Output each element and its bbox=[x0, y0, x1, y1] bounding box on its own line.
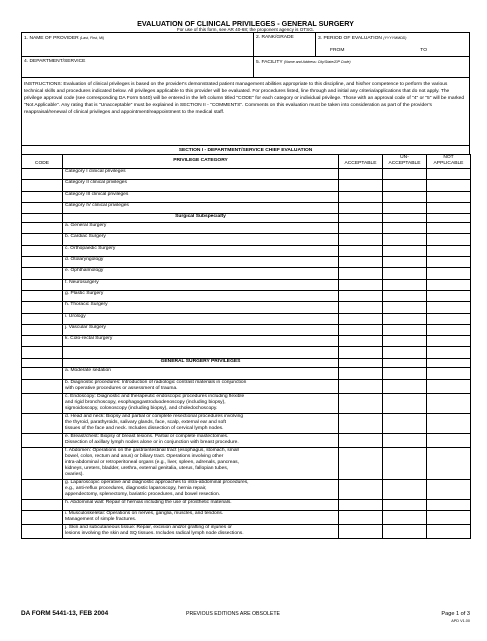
subspecialty-row bbox=[22, 279, 471, 290]
unacceptable-checkbox[interactable] bbox=[383, 368, 427, 379]
rank-grade-label: 2. RANK/GRADE bbox=[256, 35, 294, 40]
col-acceptable-header: ACCEPTABLE bbox=[339, 155, 383, 169]
code-cell[interactable] bbox=[22, 257, 63, 268]
privilege-text: Category III clinical privileges bbox=[65, 191, 129, 197]
privilege-cell bbox=[63, 525, 339, 539]
unacceptable-checkbox[interactable] bbox=[383, 336, 427, 347]
unacceptable-checkbox bbox=[383, 347, 427, 359]
code-cell[interactable] bbox=[22, 245, 63, 256]
code-cell[interactable] bbox=[22, 525, 63, 539]
privilege-cell bbox=[63, 214, 339, 223]
not-applicable-checkbox[interactable] bbox=[427, 511, 471, 525]
privilege-text: f. Neurosurgery bbox=[65, 279, 99, 285]
unacceptable-checkbox[interactable] bbox=[383, 223, 427, 234]
code-cell[interactable] bbox=[22, 268, 63, 279]
rank-grade-field[interactable] bbox=[254, 33, 316, 57]
privilege-text: i. Musculoskeletal: Operations on nerves, ganglia, muscles, and tendons. bbox=[65, 511, 224, 517]
privilege-text: d. Head and neck: Biopsy and partial or complete resectional procedures involving bbox=[65, 413, 244, 419]
code-cell[interactable] bbox=[22, 202, 63, 213]
privilege-cell bbox=[63, 169, 339, 180]
form-subtitle: For use of this form, see AR 40-68; the proponent agency is OTSG. bbox=[176, 27, 315, 32]
unacceptable-checkbox[interactable] bbox=[383, 511, 427, 525]
unacceptable-checkbox[interactable] bbox=[383, 290, 427, 301]
privilege-text: Category I clinical privileges bbox=[65, 169, 126, 174]
privilege-cell bbox=[63, 379, 339, 393]
subspecialty-row bbox=[22, 223, 471, 234]
privilege-row bbox=[22, 379, 471, 393]
not-applicable-checkbox[interactable] bbox=[427, 413, 471, 433]
not-applicable-checkbox[interactable] bbox=[427, 447, 471, 479]
privilege-cell bbox=[63, 302, 339, 313]
code-cell[interactable] bbox=[22, 379, 63, 393]
privilege-cell bbox=[63, 368, 339, 379]
privilege-text: f. Abdomen: Operations on the gastrointestinal tract (esophagus, stomach, small bbox=[65, 447, 239, 453]
not-applicable-checkbox bbox=[427, 359, 471, 368]
privilege-text: Dissection of axillary lymph nodes alone or in conjunction with breast procedure. bbox=[65, 439, 239, 445]
privilege-text: b. Cardiac Surgery bbox=[65, 234, 106, 240]
not-applicable-checkbox[interactable] bbox=[427, 223, 471, 234]
code-cell[interactable] bbox=[22, 413, 63, 433]
category-row bbox=[22, 202, 471, 213]
unacceptable-checkbox[interactable] bbox=[383, 324, 427, 335]
acceptable-checkbox[interactable] bbox=[339, 245, 383, 256]
acceptable-checkbox[interactable] bbox=[339, 191, 383, 202]
acceptable-checkbox[interactable] bbox=[339, 433, 383, 447]
facility-hint: (Name and Address: City/State/ZIP Code) bbox=[283, 60, 351, 64]
unacceptable-checkbox[interactable] bbox=[383, 413, 427, 433]
privilege-cell bbox=[63, 413, 339, 433]
privilege-cell bbox=[63, 202, 339, 213]
privilege-text: ovaries). bbox=[65, 471, 84, 477]
code-cell[interactable] bbox=[22, 447, 63, 479]
privilege-row bbox=[22, 479, 471, 499]
form-number: DA FORM 5441-13, FEB 2004 bbox=[21, 610, 109, 617]
privilege-row bbox=[22, 511, 471, 525]
acceptable-checkbox[interactable] bbox=[339, 324, 383, 335]
col-unacceptable-header: UN- ACCEPTABLE bbox=[383, 155, 427, 169]
privilege-cell bbox=[63, 313, 339, 324]
privilege-text: j. Vascular Surgery bbox=[65, 324, 106, 330]
privilege-cell bbox=[63, 447, 339, 479]
subspecialty-row bbox=[22, 324, 471, 335]
privilege-cell bbox=[63, 268, 339, 279]
code-cell bbox=[22, 359, 63, 368]
acceptable-checkbox[interactable] bbox=[339, 413, 383, 433]
not-applicable-checkbox[interactable] bbox=[427, 313, 471, 324]
privilege-text: a. Moderate sedation bbox=[65, 368, 111, 374]
col-code-header: CODE bbox=[22, 155, 63, 169]
privilege-text: Category II clinical privileges bbox=[65, 180, 127, 186]
acceptable-checkbox[interactable] bbox=[339, 202, 383, 213]
subspecialty-row bbox=[22, 257, 471, 268]
privilege-row bbox=[22, 433, 471, 447]
unacceptable-checkbox[interactable] bbox=[383, 499, 427, 510]
privilege-text: the thyroid, parathyroids, salivary glands, face, scalp, external ear and soft bbox=[65, 419, 226, 425]
privilege-text: g. Plastic Surgery bbox=[65, 290, 104, 296]
subspecialty-row bbox=[22, 268, 471, 279]
provider-name-hint: (Last, First, MI) bbox=[79, 36, 105, 40]
acceptable-checkbox[interactable] bbox=[339, 290, 383, 301]
not-applicable-checkbox[interactable] bbox=[427, 479, 471, 499]
privilege-text: k. Colo-rectal Surgery bbox=[65, 336, 113, 342]
privilege-cell bbox=[63, 336, 339, 347]
privilege-row bbox=[22, 393, 471, 413]
privilege-text: d. Otolaryngology bbox=[65, 257, 104, 263]
privilege-text: a. General Surgery bbox=[65, 223, 107, 229]
privilege-cell bbox=[63, 433, 339, 447]
privilege-text: g. Laparoscopic operative and diagnostic approaches to intra-abdominal procedures, bbox=[65, 479, 249, 485]
acceptable-checkbox[interactable] bbox=[339, 302, 383, 313]
privilege-text: h. Thoracic Surgery bbox=[65, 302, 108, 308]
code-cell[interactable] bbox=[22, 313, 63, 324]
code-cell[interactable] bbox=[22, 336, 63, 347]
privilege-text: e. Breast/chest: Biopsy of breast lesions. Partial or complete mastectomies. bbox=[65, 433, 229, 439]
privilege-text: j. Skin and subcutaneous tissue: Repair, excision and/or grafting of injuries or bbox=[65, 525, 232, 531]
privilege-cell bbox=[63, 234, 339, 245]
acceptable-checkbox bbox=[339, 359, 383, 368]
not-applicable-checkbox[interactable] bbox=[427, 336, 471, 347]
code-cell[interactable] bbox=[22, 479, 63, 499]
unacceptable-checkbox[interactable] bbox=[383, 245, 427, 256]
not-applicable-checkbox[interactable] bbox=[427, 379, 471, 393]
privilege-cell bbox=[63, 393, 339, 413]
privilege-cell bbox=[63, 499, 339, 510]
unacceptable-checkbox[interactable] bbox=[383, 447, 427, 479]
privilege-cell bbox=[63, 359, 339, 368]
privilege-text: Management of simple fractures. bbox=[65, 517, 137, 523]
evaluation-period-field[interactable] bbox=[316, 33, 470, 57]
section-1-title: SECTION I - DEPARTMENT/SERVICE CHIEF EVALUATION bbox=[21, 146, 470, 154]
subspecialty-row bbox=[22, 290, 471, 301]
acceptable-checkbox[interactable] bbox=[339, 393, 383, 413]
not-applicable-checkbox[interactable] bbox=[427, 169, 471, 180]
not-applicable-checkbox[interactable] bbox=[427, 525, 471, 539]
unacceptable-checkbox[interactable] bbox=[383, 302, 427, 313]
not-applicable-checkbox[interactable] bbox=[427, 302, 471, 313]
not-applicable-checkbox[interactable] bbox=[427, 279, 471, 290]
code-cell[interactable] bbox=[22, 234, 63, 245]
period-to-label: TO bbox=[420, 48, 427, 53]
unacceptable-checkbox[interactable] bbox=[383, 234, 427, 245]
acceptable-checkbox[interactable] bbox=[339, 234, 383, 245]
not-applicable-checkbox[interactable] bbox=[427, 324, 471, 335]
department-service-label: 4. DEPARTMENT/SERVICE bbox=[24, 59, 86, 64]
privilege-cell bbox=[63, 479, 339, 499]
privilege-text: e.g., anti-reflux procedures, diagnostic laparoscopy, hernia repair, bbox=[65, 485, 207, 491]
subspecialty-row bbox=[22, 245, 471, 256]
privilege-text: c. Orthopaedic Surgery bbox=[65, 245, 116, 251]
privilege-text: b. Diagnostic procedures: Introduction of radiologic contrast materials in conjunction bbox=[65, 379, 247, 385]
previous-editions-note: PREVIOUS EDITIONS ARE OBSOLETE bbox=[186, 611, 280, 617]
unacceptable-checkbox[interactable] bbox=[383, 169, 427, 180]
acceptable-checkbox[interactable] bbox=[339, 336, 383, 347]
unacceptable-checkbox[interactable] bbox=[383, 525, 427, 539]
not-applicable-checkbox[interactable] bbox=[427, 290, 471, 301]
acceptable-checkbox[interactable] bbox=[339, 180, 383, 191]
unacceptable-checkbox bbox=[383, 214, 427, 223]
code-cell[interactable] bbox=[22, 368, 63, 379]
privilege-text: GENERAL SURGERY PRIVILEGES bbox=[160, 359, 241, 365]
acceptable-checkbox[interactable] bbox=[339, 379, 383, 393]
form-version: APD V1.00 bbox=[451, 619, 470, 623]
subspecialty-row bbox=[22, 234, 471, 245]
privileges-table bbox=[21, 154, 471, 539]
acceptable-checkbox[interactable] bbox=[339, 447, 383, 479]
acceptable-checkbox[interactable] bbox=[339, 525, 383, 539]
evaluation-period-label: 3. PERIOD OF EVALUATION bbox=[318, 36, 382, 41]
privilege-row bbox=[22, 447, 471, 479]
form-page bbox=[21, 20, 470, 539]
not-applicable-checkbox[interactable] bbox=[427, 202, 471, 213]
category-row bbox=[22, 169, 471, 180]
privilege-row bbox=[22, 499, 471, 510]
privilege-cell bbox=[63, 257, 339, 268]
privilege-text: Category IV clinical privileges bbox=[65, 202, 129, 208]
privilege-row bbox=[22, 368, 471, 379]
privilege-text: with operative procedures or assessment of trauma. bbox=[65, 385, 178, 391]
page-number: Page 1 of 3 bbox=[441, 611, 470, 617]
code-cell[interactable] bbox=[22, 393, 63, 413]
subspecialty-row bbox=[22, 302, 471, 313]
provider-name-field[interactable] bbox=[22, 33, 254, 57]
col-privilege-header: PRIVILEGE CATEGORY bbox=[63, 155, 339, 169]
code-cell[interactable] bbox=[22, 302, 63, 313]
code-cell[interactable] bbox=[22, 223, 63, 234]
acceptable-checkbox[interactable] bbox=[339, 479, 383, 499]
provider-header-table bbox=[21, 32, 470, 78]
code-cell[interactable] bbox=[22, 169, 63, 180]
not-applicable-checkbox[interactable] bbox=[427, 368, 471, 379]
instructions-text: INSTRUCTIONS: Evaluation of clinical privileges is based on the provider's demonstrated patient management abilities appropriate to this discipline, and his/her competence to perform the various technical skills and procedures indicated below. All privileges applicable to this provider will be evaluated. For procedures listed, line through and initial any criteria/applications that do not apply. The privilege approval code (see corresponding DA Form 5440) will be entered in the left column titled "CODE" for each category or individual privilege. Those with an approval code of "4" or "5" will be marked "Not Applicable". Any rating that is "Unacceptable" must be explained in SECTION II - "COMMENTS". Comments on this evaluation must be taken into consideration as part of the provider's reappraisal/renewal of clinical privileges and appointment/reappointment to the medical staff. bbox=[21, 78, 470, 146]
privilege-text: kidneys, ureters, bladder, urethra, external genitalia, uterus, fallopian tubes, bbox=[65, 465, 229, 471]
blank-row bbox=[22, 347, 471, 359]
not-applicable-checkbox[interactable] bbox=[427, 499, 471, 510]
unacceptable-checkbox[interactable] bbox=[383, 257, 427, 268]
acceptable-checkbox[interactable] bbox=[339, 368, 383, 379]
subspecialty-row bbox=[22, 336, 471, 347]
facility-field[interactable] bbox=[254, 57, 470, 78]
acceptable-checkbox[interactable] bbox=[339, 257, 383, 268]
provider-name-label: 1. NAME OF PROVIDER bbox=[24, 36, 79, 41]
privilege-cell bbox=[63, 245, 339, 256]
privilege-cell bbox=[63, 191, 339, 202]
unacceptable-checkbox[interactable] bbox=[383, 268, 427, 279]
privilege-cell bbox=[63, 347, 339, 359]
privilege-text: appendectomy, splenectomy, bariatric procedures, and bowel resection. bbox=[65, 491, 221, 497]
unacceptable-checkbox[interactable] bbox=[383, 313, 427, 324]
code-cell[interactable] bbox=[22, 324, 63, 335]
unacceptable-checkbox[interactable] bbox=[383, 479, 427, 499]
acceptable-checkbox[interactable] bbox=[339, 511, 383, 525]
code-cell[interactable] bbox=[22, 511, 63, 525]
department-service-field[interactable] bbox=[22, 57, 254, 78]
acceptable-checkbox[interactable] bbox=[339, 279, 383, 290]
privilege-text: h. Abdominal wall: Repair of hernias including the use of prosthetic materials. bbox=[65, 499, 232, 505]
code-cell[interactable] bbox=[22, 279, 63, 290]
unacceptable-checkbox[interactable] bbox=[383, 433, 427, 447]
facility-label: 5. FACILITY bbox=[256, 60, 283, 65]
privilege-cell bbox=[63, 180, 339, 191]
not-applicable-checkbox[interactable] bbox=[427, 257, 471, 268]
category-row bbox=[22, 191, 471, 202]
privilege-text: tissues of the face and neck. Includes dissection of cervical lymph nodes. bbox=[65, 425, 224, 431]
subspecialty-row bbox=[22, 313, 471, 324]
privilege-text: Surgical Subspecialty bbox=[175, 214, 226, 220]
acceptable-checkbox bbox=[339, 214, 383, 223]
acceptable-checkbox[interactable] bbox=[339, 268, 383, 279]
not-applicable-checkbox[interactable] bbox=[427, 180, 471, 191]
acceptable-checkbox[interactable] bbox=[339, 313, 383, 324]
not-applicable-checkbox bbox=[427, 214, 471, 223]
unacceptable-checkbox[interactable] bbox=[383, 191, 427, 202]
privilege-text: intra-abdominal or retroperitoneal organs (e.g., liver, spleen, adrenals, pancreas, bbox=[65, 459, 239, 465]
not-applicable-checkbox[interactable] bbox=[427, 393, 471, 413]
privilege-text: sigmoidoscopy, colonoscopy (including biopsy), and choledochoscopy. bbox=[65, 405, 218, 411]
acceptable-checkbox bbox=[339, 347, 383, 359]
privilege-cell bbox=[63, 511, 339, 525]
acceptable-checkbox[interactable] bbox=[339, 223, 383, 234]
code-cell[interactable] bbox=[22, 290, 63, 301]
unacceptable-checkbox[interactable] bbox=[383, 180, 427, 191]
code-cell[interactable] bbox=[22, 191, 63, 202]
not-applicable-checkbox bbox=[427, 347, 471, 359]
unacceptable-checkbox bbox=[383, 359, 427, 368]
code-cell[interactable] bbox=[22, 433, 63, 447]
privilege-text: e. Ophthalmology bbox=[65, 268, 104, 274]
code-cell bbox=[22, 347, 63, 359]
privilege-cell bbox=[63, 290, 339, 301]
acceptable-checkbox[interactable] bbox=[339, 499, 383, 510]
privileges-heading-row bbox=[22, 359, 471, 368]
code-cell[interactable] bbox=[22, 180, 63, 191]
acceptable-checkbox[interactable] bbox=[339, 169, 383, 180]
period-from-label: FROM bbox=[330, 48, 345, 53]
code-cell bbox=[22, 214, 63, 223]
category-row bbox=[22, 180, 471, 191]
privilege-text: and rigid bronchoscopy, esophagogastroduodenoscopy (including biopsy), bbox=[65, 399, 226, 405]
unacceptable-checkbox[interactable] bbox=[383, 379, 427, 393]
privilege-text: i. Urology bbox=[65, 313, 86, 319]
privilege-row bbox=[22, 413, 471, 433]
not-applicable-checkbox[interactable] bbox=[427, 191, 471, 202]
privilege-cell bbox=[63, 279, 339, 290]
code-cell[interactable] bbox=[22, 499, 63, 510]
not-applicable-checkbox[interactable] bbox=[427, 234, 471, 245]
privilege-text: lesions involving the skin and SQ tissues. Includes radical lymph node dissections. bbox=[65, 531, 244, 537]
unacceptable-checkbox[interactable] bbox=[383, 393, 427, 413]
unacceptable-checkbox[interactable] bbox=[383, 202, 427, 213]
column-header-row bbox=[22, 155, 471, 169]
not-applicable-checkbox[interactable] bbox=[427, 433, 471, 447]
privilege-text: bowel, colon, rectum and anus) or biliary tract. Operations involving other bbox=[65, 453, 224, 459]
unacceptable-checkbox[interactable] bbox=[383, 279, 427, 290]
form-title: EVALUATION OF CLINICAL PRIVILEGES - GENERAL SURGERY bbox=[137, 19, 354, 28]
evaluation-period-hint: (YYYYMMDD) bbox=[383, 36, 407, 40]
privilege-text: c. Endoscopy: Diagnostic and therapeutic endoscopic procedures including flexible bbox=[65, 393, 245, 399]
privilege-cell bbox=[63, 223, 339, 234]
not-applicable-checkbox[interactable] bbox=[427, 245, 471, 256]
not-applicable-checkbox[interactable] bbox=[427, 268, 471, 279]
privilege-cell bbox=[63, 324, 339, 335]
subspecialty-heading-row bbox=[22, 214, 471, 223]
col-na-header: NOT APPLICABLE bbox=[427, 155, 471, 169]
privilege-row bbox=[22, 525, 471, 539]
